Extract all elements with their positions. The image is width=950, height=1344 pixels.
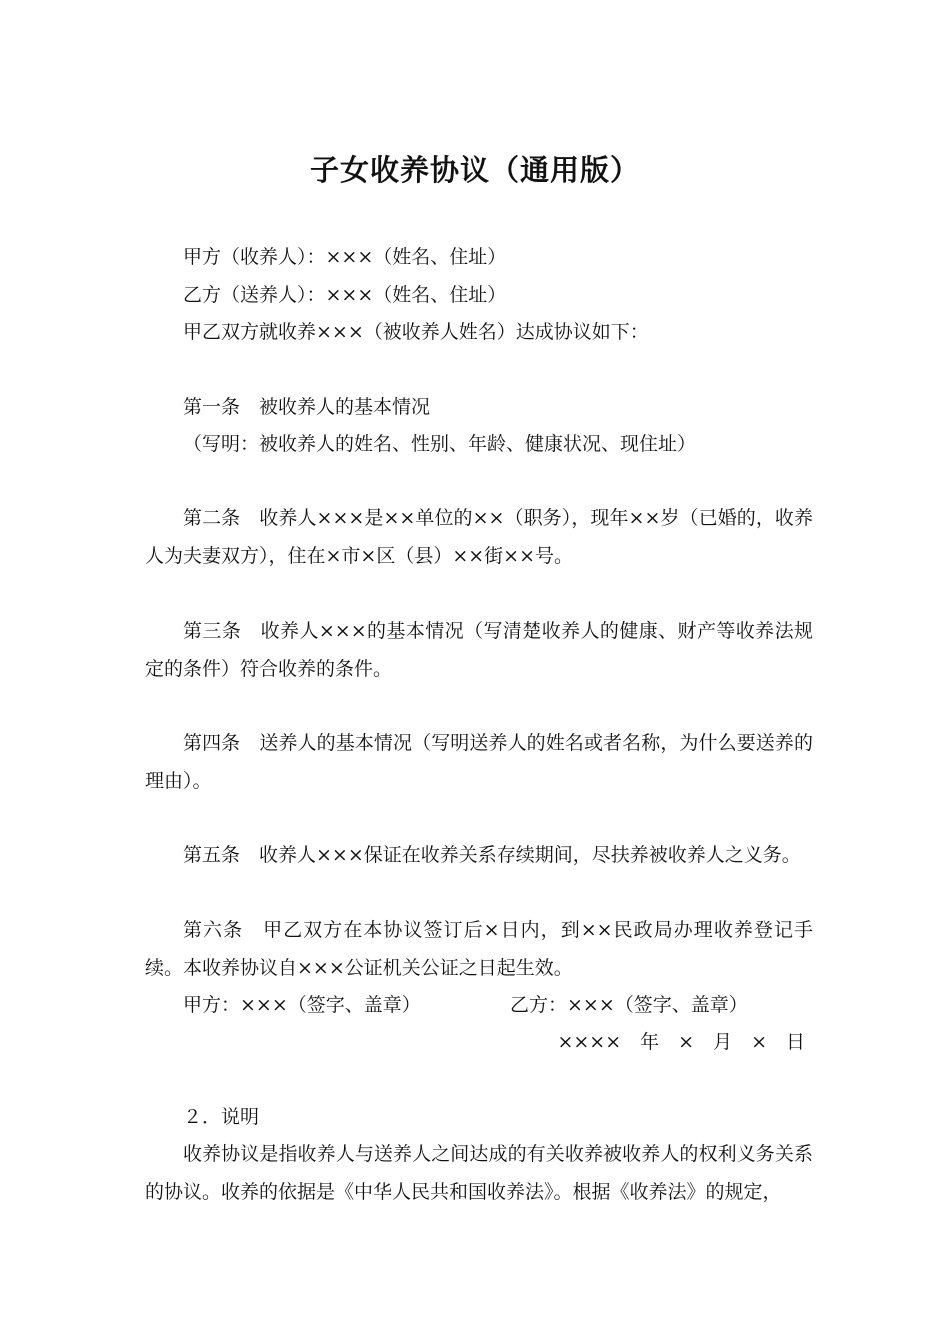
party-b-line: 乙方（送养人）：×××（姓名、住址） [183, 284, 507, 306]
article-1-note: （写明：被收养人的姓名、性别、年龄、健康状况、现住址） [183, 433, 697, 455]
article-6: 第六条 甲乙双方在本协议签订后×日内，到××民政局办理收养登记手续。本收养协议自×××公证机关公证之日起生效。 [145, 919, 813, 979]
document-title: 子女收养协议（通用版） [309, 153, 640, 187]
article-1-heading: 第一条 被收养人的基本情况 [183, 396, 431, 418]
signature-party-b: 乙方：×××（签字、盖章） [510, 994, 748, 1016]
signature-party-a: 甲方：×××（签字、盖章） [183, 994, 421, 1016]
preamble-line: 甲乙双方就收养×××（被收养人姓名）达成协议如下： [183, 321, 649, 343]
article-2: 第二条 收养人×××是××单位的××（职务），现年××岁（已婚的，收养人为夫妻双方），住在×市×区（县）××街××号。 [145, 507, 813, 567]
article-5: 第五条 收养人×××保证在收养关系存续期间，尽扶养被收养人之义务。 [183, 844, 801, 866]
party-a-line: 甲方（收养人）：×××（姓名、住址） [183, 246, 507, 268]
section-2-text: 收养协议是指收养人与送养人之间达成的有关收养被收养人的权利义务关系的协议。收养的依据是《中华人民共和国收养法》。根据《收养法》的规定， [145, 1143, 813, 1203]
section-2-heading: ２．说明 [183, 1106, 260, 1128]
article-3: 第三条 收养人×××的基本情况（写清楚收养人的健康、财产等收养法规定的条件）符合收养的条件。 [145, 620, 813, 680]
signature-date: ×××× 年 × 月 × 日 [557, 1031, 805, 1053]
article-4: 第四条 送养人的基本情况（写明送养人的姓名或者名称，为什么要送养的理由）。 [145, 732, 813, 792]
